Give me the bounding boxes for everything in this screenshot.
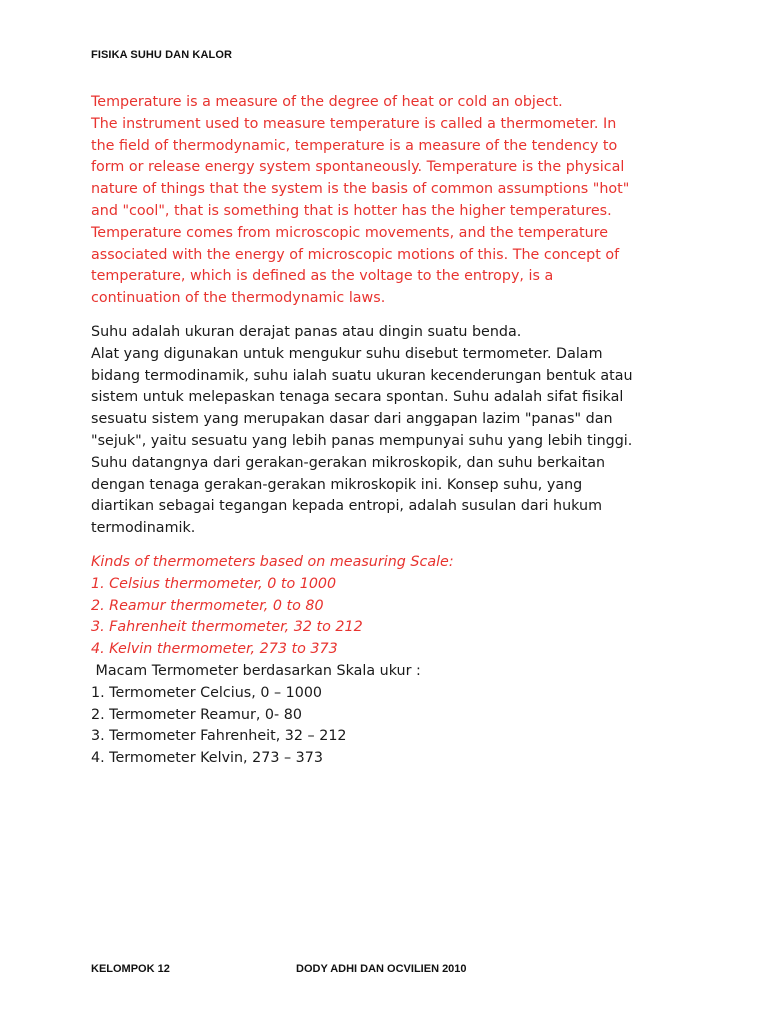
text-line: dengan tenaga gerakan-gerakan mikroskopik ini. Konsep suhu, yang [91,476,583,493]
list-heading: Kinds of thermometers based on measuring Scale: [91,553,454,570]
footer-authors: DODY ADHI DAN OCVILIEN 2010 [296,963,467,975]
list-item: 2. Reamur thermometer, 0 to 80 [91,597,324,614]
english-thermometer-list [91,552,671,661]
text-line: "sejuk", yaitu sesuatu yang lebih panas mempunyai suhu yang lebih tinggi. [91,432,633,449]
text-line: bidang termodinamik, suhu ialah suatu ukuran kecenderungan bentuk atau [91,367,633,384]
text-line: The instrument used to measure temperature is called a thermometer. In [91,115,617,132]
text-line: form or release energy system spontaneously. Temperature is the physical [91,159,625,176]
list-item: 2. Termometer Reamur, 0- 80 [91,706,302,723]
list-item: 3. Fahrenheit thermometer, 32 to 212 [91,619,363,636]
footer-group-label: KELOMPOK 12 [91,963,170,975]
text-line: termodinamik. [91,520,196,537]
indonesian-thermometer-list [91,661,671,770]
list-item: 4. Kelvin thermometer, 273 to 373 [91,641,338,658]
list-item: 1. Celsius thermometer, 0 to 1000 [91,575,337,592]
text-line: Alat yang digunakan untuk mengukur suhu disebut termometer. Dalam [91,345,603,362]
text-line: sistem untuk melepaskan tenaga secara spontan. Suhu adalah sifat fisikal [91,389,624,406]
text-line: temperature, which is defined as the voltage to the entropy, is a [91,268,554,285]
text-line: Temperature is a measure of the degree of heat or cold an object. [91,94,563,110]
list-heading: Macam Termometer berdasarkan Skala ukur : [91,662,421,679]
text-line: sesuatu sistem yang merupakan dasar dari anggapan lazim "panas" dan [91,411,613,428]
page-header-title: FISIKA SUHU DAN KALOR [91,49,233,61]
text-line: Temperature comes from microscopic movements, and the temperature [91,224,608,241]
document-body [91,92,671,770]
list-item: 1. Termometer Celcius, 0 – 1000 [91,684,323,701]
list-item: 4. Termometer Kelvin, 273 – 373 [91,750,323,767]
text-line: Suhu adalah ukuran derajat panas atau dingin suatu benda. [91,323,522,340]
text-line: continuation of the thermodynamic laws. [91,290,386,307]
list-item: 3. Termometer Fahrenheit, 32 – 212 [91,728,347,745]
text-line: the field of thermodynamic, temperature is a measure of the tendency to [91,137,618,154]
text-line: nature of things that the system is the basis of common assumptions "hot" [91,181,630,198]
text-line: associated with the energy of microscopic motions of this. The concept of [91,246,620,263]
indonesian-paragraph [91,322,671,540]
text-line: and "cool", that is something that is hotter has the higher temperatures. [91,202,612,219]
text-line: Suhu datangnya dari gerakan-gerakan mikroskopik, dan suhu berkaitan [91,454,606,471]
english-paragraph [91,92,671,310]
text-line: diartikan sebagai tegangan kepada entropi, adalah susulan dari hukum [91,498,603,515]
